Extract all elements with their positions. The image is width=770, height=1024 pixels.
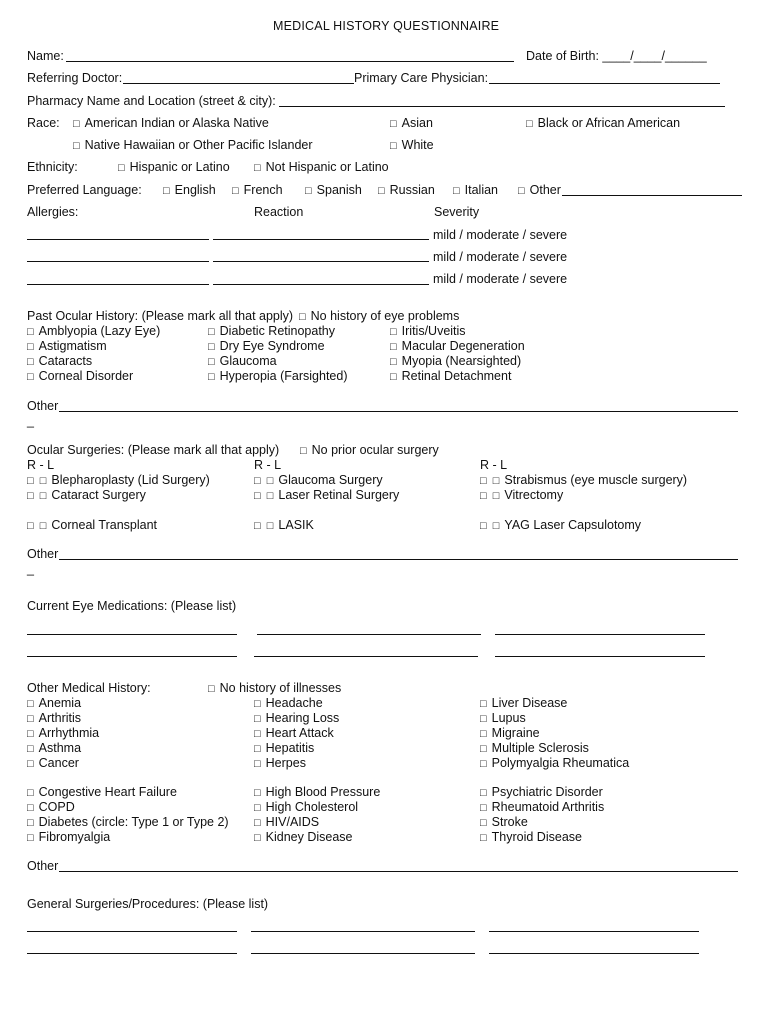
severity-label: Severity	[434, 205, 480, 219]
ocular-surgery-none[interactable]: □ No prior ocular surgery	[300, 443, 439, 458]
med-thyroid[interactable]: □ Thyroid Disease	[480, 830, 582, 845]
med-migraine[interactable]: □ Migraine	[480, 726, 540, 741]
surgery-strabismus[interactable]: □ □ Strabismus (eye muscle surgery)	[480, 473, 687, 488]
eye-med-field[interactable]	[27, 656, 237, 657]
general-surgery-field[interactable]	[27, 931, 237, 932]
language-other-field[interactable]	[562, 195, 742, 196]
race-option-black[interactable]: □ Black or African American	[526, 116, 680, 131]
severity-options[interactable]: mild / moderate / severe	[433, 272, 568, 286]
ocular-myopia[interactable]: □ Myopia (Nearsighted)	[390, 354, 521, 369]
ocular-history-none[interactable]: □ No history of eye problems	[299, 309, 459, 324]
general-surgery-field[interactable]	[27, 953, 237, 954]
med-fibromyalgia[interactable]: □ Fibromyalgia	[27, 830, 110, 845]
dob-label[interactable]: Date of Birth: ____/____/______	[526, 49, 707, 63]
surgery-cataract[interactable]: □ □ Cataract Surgery	[27, 488, 146, 503]
race-option-white[interactable]: □ White	[390, 138, 434, 153]
allergy-field[interactable]	[27, 261, 209, 262]
rl-header: R - L	[480, 458, 508, 472]
reaction-field[interactable]	[213, 284, 429, 285]
med-psychiatric[interactable]: □ Psychiatric Disorder	[480, 785, 603, 800]
med-high-cholesterol[interactable]: □ High Cholesterol	[254, 800, 358, 815]
ocular-amblyopia[interactable]: □ Amblyopia (Lazy Eye)	[27, 324, 160, 339]
med-herpes[interactable]: □ Herpes	[254, 756, 306, 771]
pcp-label: Primary Care Physician:	[354, 71, 489, 85]
ocular-hyperopia[interactable]: □ Hyperopia (Farsighted)	[208, 369, 348, 384]
medical-history-heading: Other Medical History:	[27, 681, 151, 695]
ocular-astigmatism[interactable]: □ Astigmatism	[27, 339, 107, 354]
rl-header: R - L	[254, 458, 282, 472]
language-french[interactable]: □ French	[232, 183, 283, 198]
med-heart-attack[interactable]: □ Heart Attack	[254, 726, 334, 741]
med-copd[interactable]: □ COPD	[27, 800, 75, 815]
surgery-vitrectomy[interactable]: □ □ Vitrectomy	[480, 488, 563, 503]
allergy-field[interactable]	[27, 284, 209, 285]
referring-doctor-field[interactable]	[123, 83, 354, 84]
med-cancer[interactable]: □ Cancer	[27, 756, 79, 771]
ethnicity-label: Ethnicity:	[27, 160, 78, 174]
med-hearing-loss[interactable]: □ Hearing Loss	[254, 711, 339, 726]
med-anemia[interactable]: □ Anemia	[27, 696, 81, 711]
medical-history-none[interactable]: □ No history of illnesses	[208, 681, 341, 696]
race-option-american-indian[interactable]: □ American Indian or Alaska Native	[73, 116, 269, 131]
language-italian[interactable]: □ Italian	[453, 183, 498, 198]
med-diabetes[interactable]: □ Diabetes (circle: Type 1 or Type 2)	[27, 815, 229, 830]
surgery-lasik[interactable]: □ □ LASIK	[254, 518, 314, 533]
referring-doctor-label: Referring Doctor:	[27, 71, 123, 85]
ocular-surgeries-heading: Ocular Surgeries: (Please mark all that apply)	[27, 443, 280, 457]
medical-other-label: Other	[27, 859, 59, 873]
name-label: Name:	[27, 49, 64, 63]
surgery-other-dash: _	[27, 562, 34, 576]
eye-med-field[interactable]	[27, 634, 237, 635]
ocular-cataracts[interactable]: □ Cataracts	[27, 354, 92, 369]
general-surgery-field[interactable]	[489, 953, 699, 954]
allergies-label: Allergies:	[27, 205, 79, 219]
med-chf[interactable]: □ Congestive Heart Failure	[27, 785, 177, 800]
med-kidney[interactable]: □ Kidney Disease	[254, 830, 353, 845]
eye-med-field[interactable]	[495, 656, 705, 657]
ocular-other-field[interactable]	[59, 411, 738, 412]
reaction-field[interactable]	[213, 261, 429, 262]
race-option-asian[interactable]: □ Asian	[390, 116, 433, 131]
ocular-iritis[interactable]: □ Iritis/Uveitis	[390, 324, 466, 339]
med-lupus[interactable]: □ Lupus	[480, 711, 526, 726]
ocular-glaucoma[interactable]: □ Glaucoma	[208, 354, 277, 369]
med-arrhythmia[interactable]: □ Arrhythmia	[27, 726, 99, 741]
ocular-history-heading: Past Ocular History: (Please mark all that apply)	[27, 309, 294, 323]
language-spanish[interactable]: □ Spanish	[305, 183, 362, 198]
med-high-bp[interactable]: □ High Blood Pressure	[254, 785, 380, 800]
surgery-glaucoma[interactable]: □ □ Glaucoma Surgery	[254, 473, 383, 488]
general-surgeries-heading: General Surgeries/Procedures: (Please list)	[27, 897, 269, 911]
reaction-field[interactable]	[213, 239, 429, 240]
rl-header: R - L	[27, 458, 55, 472]
med-hiv[interactable]: □ HIV/AIDS	[254, 815, 319, 830]
med-headache[interactable]: □ Headache	[254, 696, 323, 711]
general-surgery-field[interactable]	[489, 931, 699, 932]
ocular-macular[interactable]: □ Macular Degeneration	[390, 339, 525, 354]
medical-other-field[interactable]	[59, 871, 738, 872]
pharmacy-field[interactable]	[279, 106, 725, 107]
name-field[interactable]	[66, 61, 514, 62]
allergy-field[interactable]	[27, 239, 209, 240]
surgery-laser-retinal[interactable]: □ □ Laser Retinal Surgery	[254, 488, 399, 503]
med-arthritis[interactable]: □ Arthritis	[27, 711, 81, 726]
race-option-native-hawaiian[interactable]: □ Native Hawaiian or Other Pacific Islander	[73, 138, 313, 153]
surgery-corneal-transplant[interactable]: □ □ Corneal Transplant	[27, 518, 157, 533]
surgery-other-label: Other	[27, 547, 59, 561]
severity-options[interactable]: mild / moderate / severe	[433, 228, 568, 242]
reaction-label: Reaction	[254, 205, 304, 219]
med-rheumatoid[interactable]: □ Rheumatoid Arthritis	[480, 800, 604, 815]
med-ms[interactable]: □ Multiple Sclerosis	[480, 741, 589, 756]
ocular-retinal-detachment[interactable]: □ Retinal Detachment	[390, 369, 511, 384]
ethnicity-not-hispanic[interactable]: □ Not Hispanic or Latino	[254, 160, 389, 175]
med-asthma[interactable]: □ Asthma	[27, 741, 81, 756]
race-label: Race:	[27, 116, 60, 130]
ocular-corneal[interactable]: □ Corneal Disorder	[27, 369, 133, 384]
eye-med-field[interactable]	[495, 634, 705, 635]
pharmacy-label: Pharmacy Name and Location (street & city):	[27, 94, 276, 108]
page-title: MEDICAL HISTORY QUESTIONNAIRE	[273, 19, 500, 33]
severity-options[interactable]: mild / moderate / severe	[433, 250, 568, 264]
eye-med-field[interactable]	[257, 634, 481, 635]
ocular-other-dash: _	[27, 414, 34, 428]
med-stroke[interactable]: □ Stroke	[480, 815, 528, 830]
eye-med-field[interactable]	[254, 656, 478, 657]
med-polymyalgia[interactable]: □ Polymyalgia Rheumatica	[480, 756, 629, 771]
surgery-other-field[interactable]	[59, 559, 738, 560]
language-label: Preferred Language:	[27, 183, 142, 197]
surgery-yag[interactable]: □ □ YAG Laser Capsulotomy	[480, 518, 641, 533]
eye-meds-heading: Current Eye Medications: (Please list)	[27, 599, 237, 613]
language-english[interactable]: □ English	[163, 183, 216, 198]
ocular-dry-eye[interactable]: □ Dry Eye Syndrome	[208, 339, 325, 354]
pcp-field[interactable]	[489, 83, 720, 84]
ocular-diabetic-retinopathy[interactable]: □ Diabetic Retinopathy	[208, 324, 335, 339]
ocular-other-label: Other	[27, 399, 59, 413]
general-surgery-field[interactable]	[251, 931, 475, 932]
general-surgery-field[interactable]	[251, 953, 475, 954]
ethnicity-hispanic[interactable]: □ Hispanic or Latino	[118, 160, 230, 175]
med-hepatitis[interactable]: □ Hepatitis	[254, 741, 314, 756]
language-other[interactable]: □ Other	[518, 183, 561, 198]
med-liver-disease[interactable]: □ Liver Disease	[480, 696, 567, 711]
language-russian[interactable]: □ Russian	[378, 183, 435, 198]
surgery-blepharoplasty[interactable]: □ □ Blepharoplasty (Lid Surgery)	[27, 473, 210, 488]
